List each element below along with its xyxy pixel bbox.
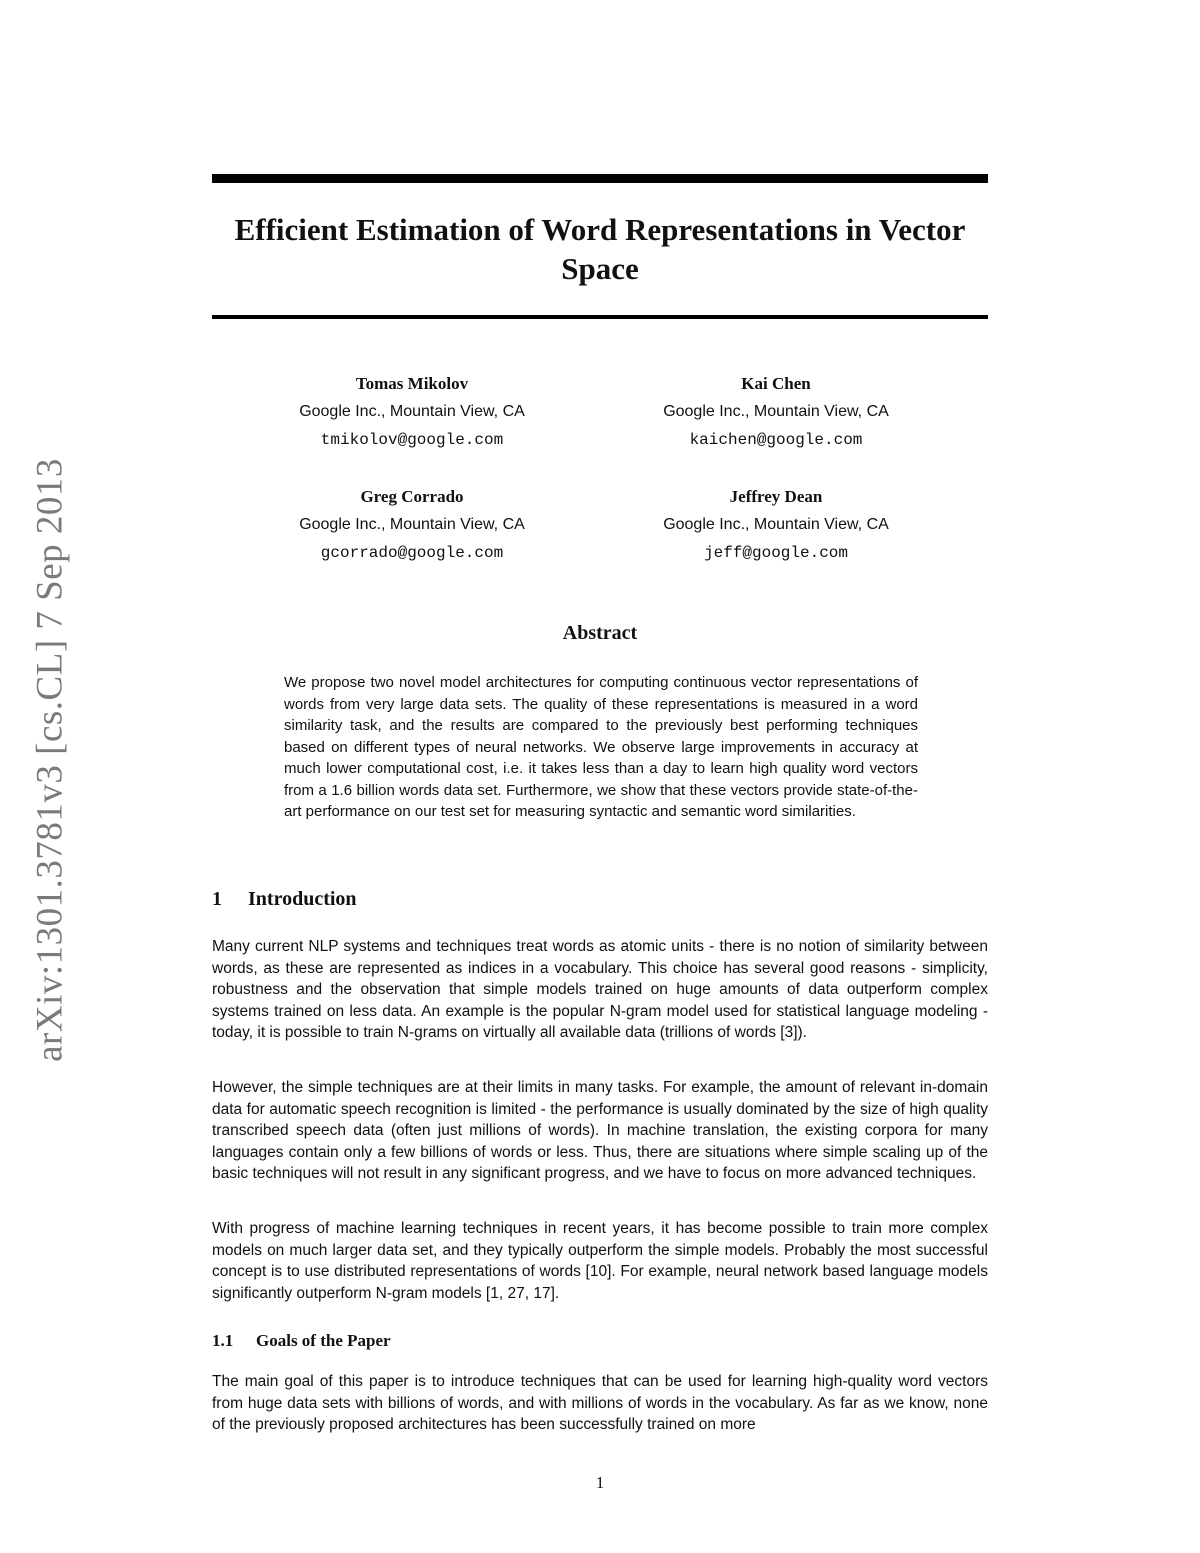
author-name: Greg Corrado	[360, 487, 464, 506]
author-affiliation: Google Inc., Mountain View, CA	[663, 516, 889, 533]
author-block	[232, 370, 592, 454]
author-name: Jeffrey Dean	[729, 487, 823, 506]
paper-title: Efficient Estimation of Word Representations in Vector Space	[234, 212, 966, 286]
author-affiliation: Google Inc., Mountain View, CA	[299, 516, 525, 533]
abstract-heading: Abstract	[562, 622, 638, 644]
section-title: Introduction	[248, 888, 357, 910]
author-email[interactable]: kaichen@google.com	[689, 431, 863, 449]
introduction-paragraph: Many current NLP systems and techniques treat words as atomic units - there is no notion of similarity between words, as these are represented as indices in a vocabulary. This choice has several good reasons - simplicity, robustness and the observation that simple models trained on huge amounts of data outperform complex systems trained on less data. An example is the popular N-gram model used for statistical language modeling - today, it is possible to train N-grams on virtually all available data (trillions of words [3]).	[212, 938, 988, 1042]
title-bottom-rule	[212, 315, 988, 319]
subsection-title: Goals of the Paper	[256, 1331, 391, 1350]
author-email[interactable]: gcorrado@google.com	[320, 544, 504, 562]
introduction-paragraph: However, the simple techniques are at their limits in many tasks. For example, the amount of relevant in-domain data for automatic speech recognition is limited - the performance is usually dominated by the size of high quality transcribed speech data (often just millions of words). In machine translation, the existing corpora for many languages contain only a few billions of words or less. Thus, there are situations where simple scaling up of the basic techniques will not result in any significant progress, and we have to focus on more advanced techniques.	[212, 1079, 988, 1183]
subsection-number: 1.1	[212, 1331, 234, 1350]
author-block	[232, 483, 592, 567]
author-name: Kai Chen	[741, 374, 811, 393]
subsection-heading-goals	[212, 1329, 391, 1353]
section-number: 1	[212, 888, 222, 910]
author-affiliation: Google Inc., Mountain View, CA	[663, 403, 889, 420]
arxiv-identifier-stamp[interactable]: arXiv:1301.3781v3 [cs.CL] 7 Sep 2013	[29, 458, 71, 1062]
author-name: Tomas Mikolov	[355, 374, 469, 393]
author-affiliation: Google Inc., Mountain View, CA	[299, 403, 525, 420]
goals-paragraph: The main goal of this paper is to introduce techniques that can be used for learning high-quality word vectors from huge data sets with billions of words, and with millions of words in the vocabulary. As far as we know, none of the previously proposed architectures has been successfully trained on more	[212, 1373, 988, 1434]
page-number: 1	[595, 1473, 605, 1492]
introduction-paragraph: With progress of machine learning techniques in recent years, it has become possible to train more complex models on much larger data set, and they typically outperform the simple models. Probably the most successful concept is to use distributed representations of words [10]. For example, neural network based language models significantly outperform N-gram models [1, 27, 17].	[212, 1220, 988, 1302]
abstract-text: We propose two novel model architectures for computing continuous vector representations of words from very large data sets. The quality of these representations is measured in a word similarity task, and the results are compared to the previously best performing techniques based on different types of neural networks. We observe large improvements in accuracy at much lower computational cost, i.e. it takes less than a day to learn high quality word vectors from a 1.6 billion words data set. Furthermore, we show that these vectors provide state-of-the-art performance on our test set for measuring syntactic and semantic word similarities.	[284, 674, 918, 820]
author-block	[596, 370, 956, 454]
title-top-rule	[212, 174, 988, 183]
author-block	[596, 483, 956, 567]
author-email[interactable]: jeff@google.com	[703, 544, 849, 562]
author-email[interactable]: tmikolov@google.com	[320, 431, 504, 449]
section-heading-introduction	[212, 886, 357, 912]
